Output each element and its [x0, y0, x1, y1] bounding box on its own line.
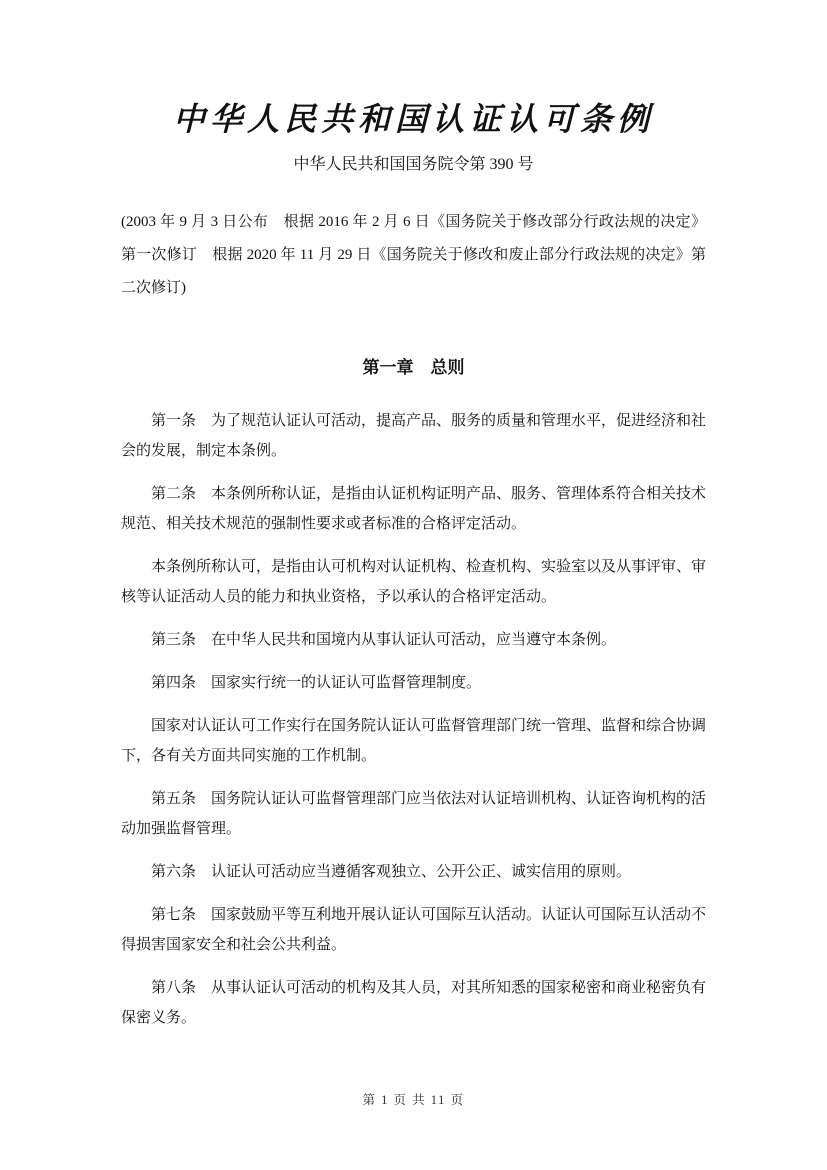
article-paragraph: 第一条 为了规范认证认可活动，提高产品、服务的质量和管理水平，促进经济和社会的发展，制定本条例。 [121, 413, 707, 459]
revision-note: (2003 年 9 月 3 日公布 根据 2016 年 2 月 6 日《国务院关于修改部分行政法规的决定》第一次修订 根据 2020 年 11 月 29 日《国务院关于修改和废止部分行政法规的决定》第二次修订) [121, 214, 706, 296]
article-paragraph: 第五条 国务院认证认可监督管理部门应当依法对认证培训机构、认证咨询机构的活动加强监督管理。 [121, 791, 707, 837]
chapter-heading: 第一章 总则 [362, 358, 465, 377]
article-paragraph: 国家对认证认可工作实行在国务院认证认可监督管理部门统一管理、监督和综合协调下，各有关方面共同实施的工作机制。 [121, 718, 707, 764]
page-number-footer: 第 1 页 共 11 页 [362, 1093, 465, 1107]
article-paragraph: 第八条 从事认证认可活动的机构及其人员，对其所知悉的国家秘密和商业秘密负有保密义务。 [121, 980, 707, 1026]
article-paragraph: 第二条 本条例所称认证，是指由认证机构证明产品、服务、管理体系符合相关技术规范、相关技术规范的强制性要求或者标准的合格评定活动。 [121, 486, 707, 532]
decree-number-line: 中华人民共和国国务院令第 390 号 [293, 156, 534, 173]
article-paragraph: 本条例所称认可，是指由认可机构对认证机构、检查机构、实验室以及从事评审、审核等认证活动人员的能力和执业资格，予以承认的合格评定活动。 [121, 559, 707, 605]
article-paragraph: 第三条 在中华人民共和国境内从事认证认可活动，应当遵守本条例。 [151, 632, 617, 648]
article-paragraph: 第四条 国家实行统一的认证认可监督管理制度。 [151, 675, 482, 691]
document-title: 中华人民共和国认证认可条例 [172, 101, 654, 137]
article-paragraph: 第七条 国家鼓励平等互利地开展认证认可国际互认活动。认证认可国际互认活动不得损害国家安全和社会公共利益。 [121, 907, 707, 953]
article-paragraph: 第六条 认证认可活动应当遵循客观独立、公开公正、诚实信用的原则。 [151, 864, 632, 880]
